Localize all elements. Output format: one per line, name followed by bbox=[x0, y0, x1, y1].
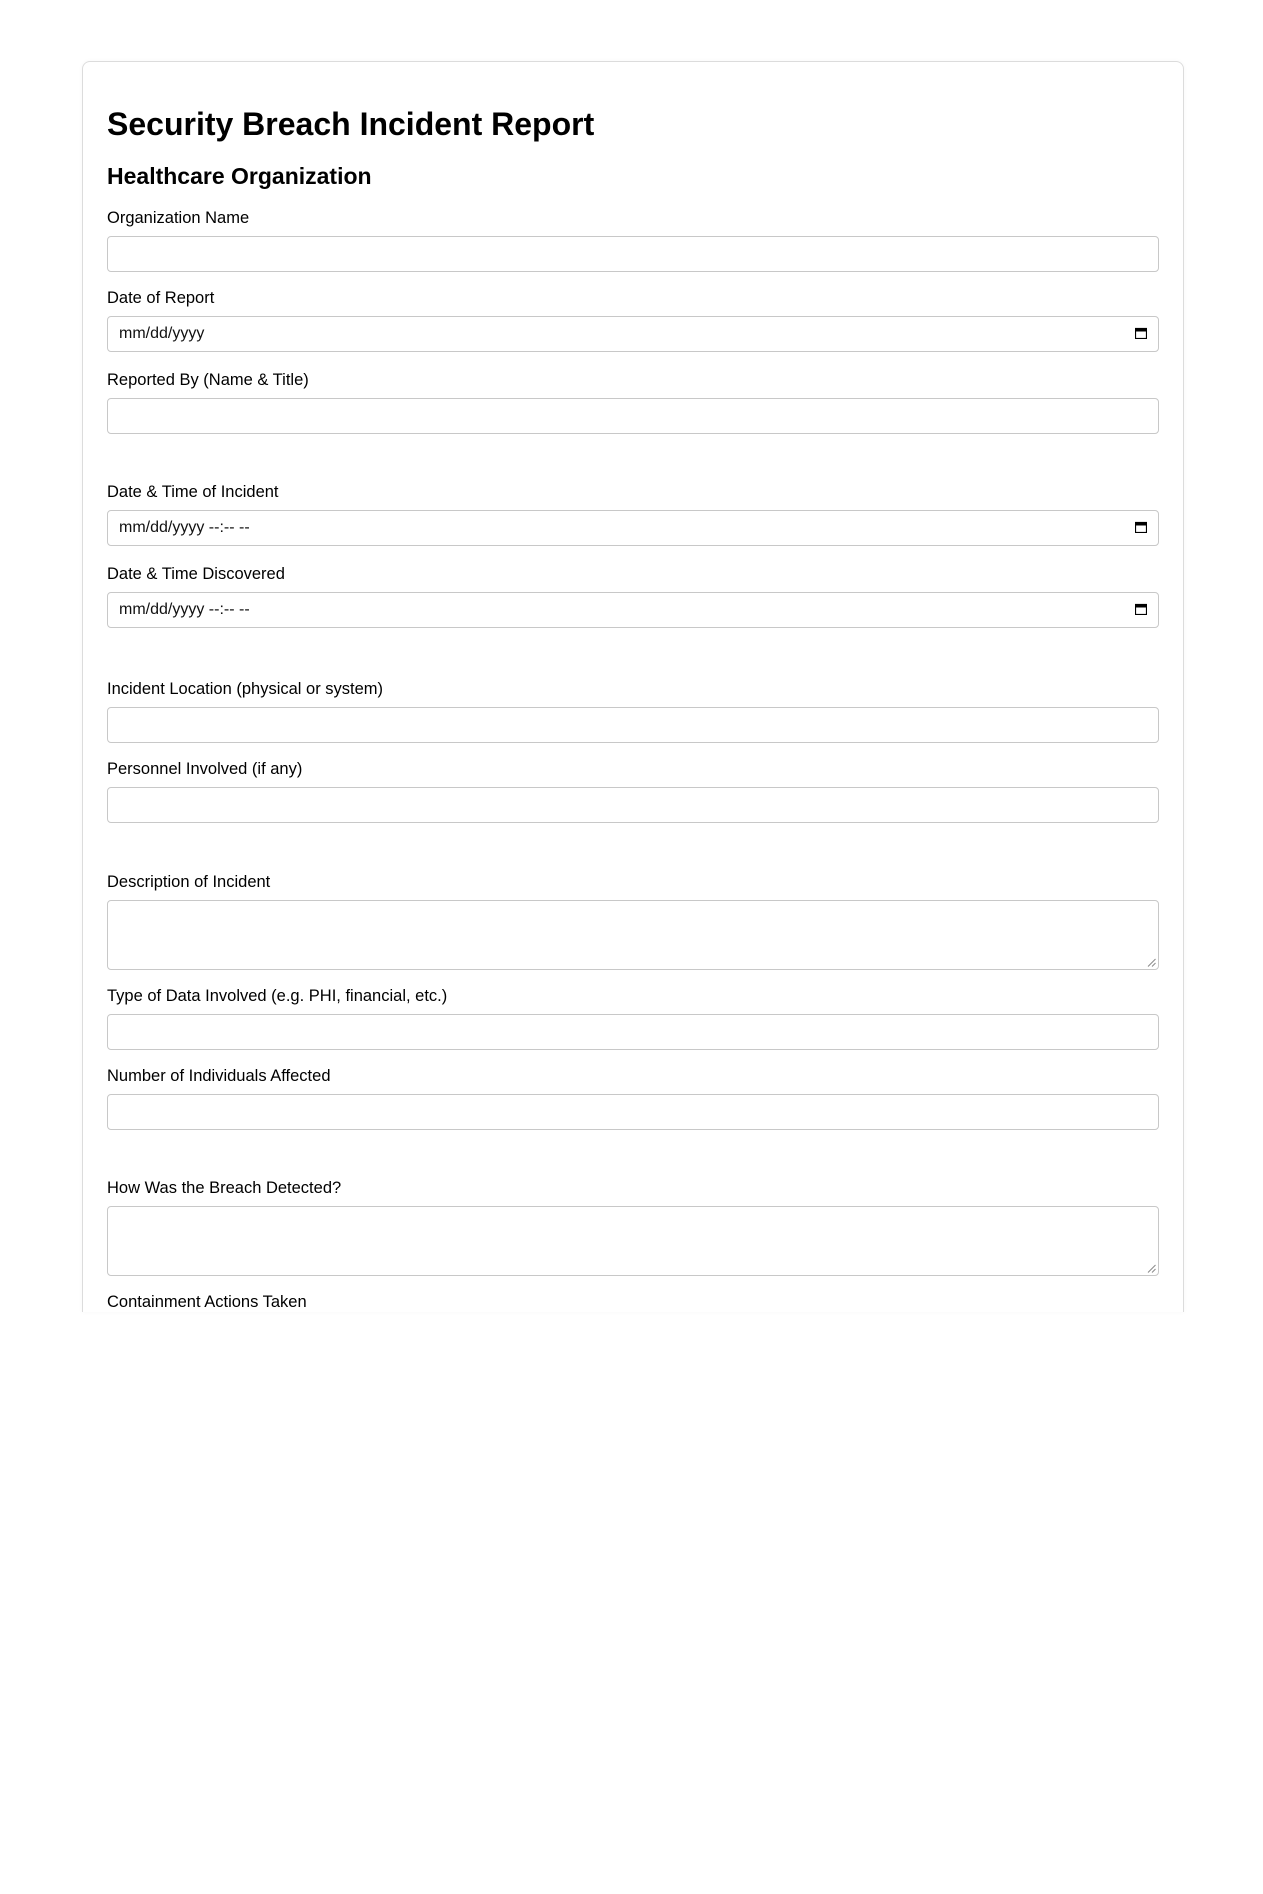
description-field bbox=[107, 872, 1159, 970]
discovered-datetime-field bbox=[107, 564, 1159, 628]
report-date-field bbox=[107, 288, 1159, 352]
report-date-label: Date of Report bbox=[107, 289, 215, 307]
reported-by-label: Reported By (Name & Title) bbox=[107, 371, 309, 389]
incident-datetime-field bbox=[107, 482, 1159, 546]
reported-by-field bbox=[107, 370, 1159, 434]
containment-field bbox=[107, 1292, 1159, 1312]
report-date-input[interactable] bbox=[107, 316, 1159, 352]
data-type-label: Type of Data Involved (e.g. PHI, financial, etc.) bbox=[107, 987, 448, 1005]
calendar-icon[interactable] bbox=[1135, 603, 1147, 615]
org-name-label: Organization Name bbox=[107, 209, 250, 227]
detection-field bbox=[107, 1178, 1159, 1276]
calendar-icon[interactable] bbox=[1135, 327, 1147, 339]
location-label: Incident Location (physical or system) bbox=[107, 680, 384, 698]
incident-datetime-placeholder: mm/dd/yyyy --:-- -- bbox=[119, 519, 250, 536]
org-name-field bbox=[107, 208, 1159, 272]
resize-grip-icon[interactable] bbox=[1147, 958, 1156, 967]
reported-by-input[interactable] bbox=[107, 398, 1159, 434]
containment-label: Containment Actions Taken bbox=[107, 1293, 307, 1311]
description-textarea[interactable] bbox=[107, 900, 1159, 970]
incident-datetime-label: Date & Time of Incident bbox=[107, 483, 279, 501]
resize-grip-icon[interactable] bbox=[1147, 1264, 1156, 1273]
calendar-icon[interactable] bbox=[1135, 521, 1147, 533]
org-name-input[interactable] bbox=[107, 236, 1159, 272]
page-title: Security Breach Incident Report bbox=[107, 106, 595, 142]
report-date-placeholder: mm/dd/yyyy bbox=[119, 325, 205, 342]
discovered-datetime-input[interactable] bbox=[107, 592, 1159, 628]
personnel-label: Personnel Involved (if any) bbox=[107, 760, 303, 778]
individuals-label: Number of Individuals Affected bbox=[107, 1067, 331, 1085]
data-type-field bbox=[107, 986, 1159, 1050]
individuals-field bbox=[107, 1066, 1159, 1130]
detection-label: How Was the Breach Detected? bbox=[107, 1179, 342, 1197]
section-heading: Healthcare Organization bbox=[107, 163, 372, 189]
location-input[interactable] bbox=[107, 707, 1159, 743]
data-type-input[interactable] bbox=[107, 1014, 1159, 1050]
individuals-input[interactable] bbox=[107, 1094, 1159, 1130]
personnel-input[interactable] bbox=[107, 787, 1159, 823]
form-card bbox=[82, 61, 1184, 1312]
personnel-field bbox=[107, 759, 1159, 823]
location-field bbox=[107, 679, 1159, 743]
detection-textarea[interactable] bbox=[107, 1206, 1159, 1276]
incident-datetime-input[interactable] bbox=[107, 510, 1159, 546]
discovered-datetime-label: Date & Time Discovered bbox=[107, 565, 285, 583]
discovered-datetime-placeholder: mm/dd/yyyy --:-- -- bbox=[119, 601, 250, 618]
description-label: Description of Incident bbox=[107, 873, 271, 891]
